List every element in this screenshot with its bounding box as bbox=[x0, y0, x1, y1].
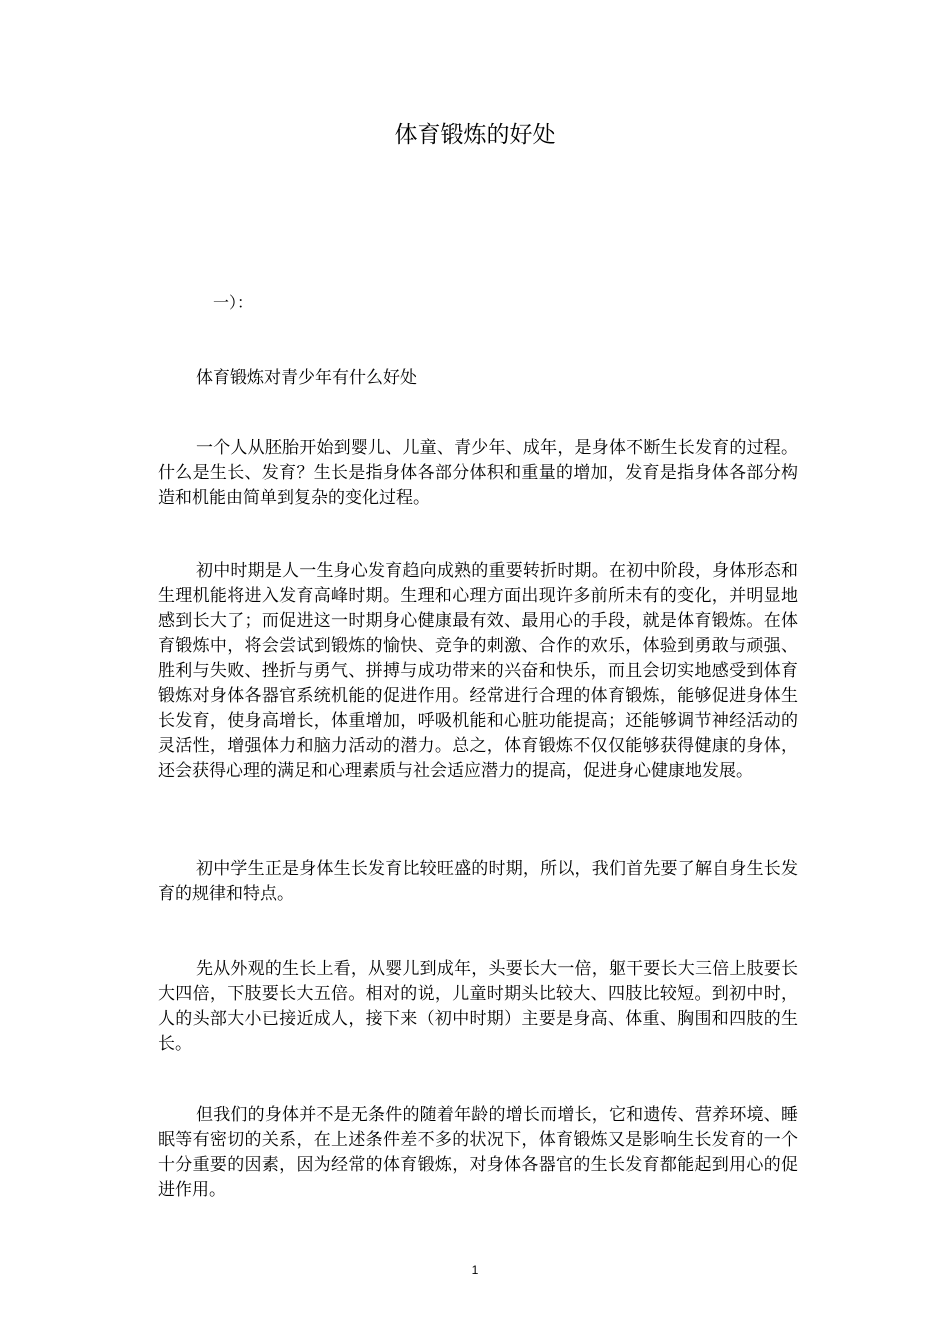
sub-heading: 体育锻炼对青少年有什么好处 bbox=[196, 368, 417, 388]
document-title: 体育锻炼的好处 bbox=[394, 122, 556, 148]
section-marker: 一）： bbox=[213, 293, 254, 312]
paragraph: 先从外观的生长上看，从婴儿到成年，头要长大一倍，躯干要长大三倍上肢要长大四倍，下肢要长大五倍。相对的说，儿童时期头比较大、四肢比较短。到初中时，人的头部大小已接近成人，接下来（初中时期）主要是身高、体重、胸围和四肢的生长。 bbox=[158, 959, 798, 1054]
paragraph: 初中时期是人一生身心发育趋向成熟的重要转折时期。在初中阶段，身体形态和生理机能将进入发育高峰时期。生理和心理方面出现许多前所未有的变化，并明显地感到长大了；而促进这一时期身心健康最有效、最用心的手段，就是体育锻炼。在体育锻炼中，将会尝试到锻炼的愉快、竞争的刺激、合作的欢乐，体验到勇敢与顽强、胜利与失败、挫折与勇气、拼搏与成功带来的兴奋和快乐，而且会切实地感受到体育锻炼对身体各器官系统机能的促进作用。经常进行合理的体育锻炼，能够促进身体生长发育，使身高增长，体重增加，呼吸机能和心脏功能提高；还能够调节神经活动的灵活性，增强体力和脑力活动的潜力。总之，体育锻炼不仅仅能够获得健康的身体，还会获得心理的满足和心理素质与社会适应潜力的提高，促进身心健康地发展。 bbox=[158, 561, 798, 781]
paragraph: 初中学生正是身体生长发育比较旺盛的时期，所以，我们首先要了解自身生长发育的规律和特点。 bbox=[158, 859, 798, 904]
paragraph: 但我们的身体并不是无条件的随着年龄的增长而增长，它和遗传、营养环境、睡眠等有密切的关系，在上述条件差不多的状况下，体育锻炼又是影响生长发育的一个十分重要的因素，因为经常的体育锻炼，对身体各器官的生长发育都能起到用心的促进作用。 bbox=[158, 1105, 798, 1200]
page-number: 1 bbox=[471, 1263, 479, 1277]
paragraph: 一个人从胚胎开始到婴儿、儿童、青少年、成年，是身体不断生长发育的过程。什么是生长、发育？生长是指身体各部分体积和重量的增加，发育是指身体各部分构造和机能由简单到复杂的变化过程。 bbox=[158, 438, 798, 508]
